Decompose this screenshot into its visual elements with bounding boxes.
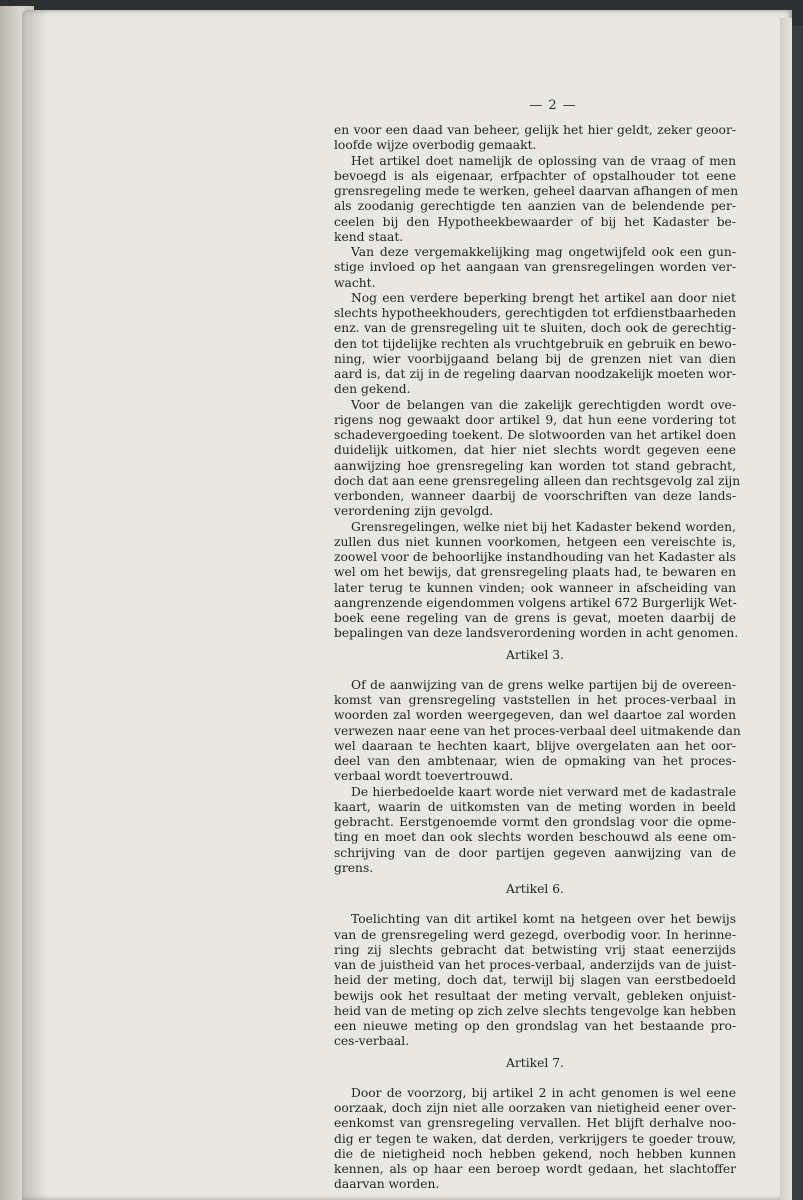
text-line: kennen, als op haar een beroep wordt gedaan, het slachtoffer <box>334 1162 736 1176</box>
paragraph <box>334 245 736 291</box>
text-line: grensregeling mede te werken, geheel daarvan afhangen of men <box>334 184 739 198</box>
text-line: later terug te kunnen vinden; ook wanneer in afscheiding van <box>334 580 736 595</box>
text-line: bepalingen van deze landsverordening worden in acht genomen. <box>334 626 739 641</box>
text-line: den gekend. <box>334 382 411 397</box>
paragraph <box>334 677 741 785</box>
text-line: loofde wijze overbodig gemaakt. <box>334 138 537 153</box>
page-number: — 2 — <box>529 98 577 113</box>
text-line: Door de voorzorg, bij artikel 2 in acht genomen is wel eene <box>351 1085 736 1100</box>
text-line: ces-verbaal. <box>334 1034 410 1049</box>
text-line: stige invloed op het aangaan van grensregelingen worden ver- <box>334 260 736 275</box>
text-line: bewijs ook het resultaat der meting vervalt, gebleken onjuist- <box>334 988 736 1003</box>
page-right-edge <box>780 18 792 1200</box>
text-line: aanwijzing hoe grensregeling kan worden tot stand gebracht, <box>334 458 736 473</box>
text-line: duidelijk uitkomen, dat hier niet slechts wordt gegeven eene <box>334 443 736 458</box>
text-line: rigens nog gewaakt door artikel 9, dat hun eene vordering tot <box>334 412 736 427</box>
text-line: Nog een verdere beperking brengt het artikel aan door niet <box>351 290 736 305</box>
paragraph <box>334 397 741 520</box>
text-line: woorden zal worden weergegeven, dan wel daartoe zal worden <box>334 708 736 723</box>
text-line: wel daaraan te hechten kaart, blijve overgelaten aan het oor- <box>334 738 736 753</box>
article-heading: Artikel 6. <box>506 882 564 896</box>
text-line: zullen dus niet kunnen voorkomen, hetgeen een vereischte is, <box>334 534 736 549</box>
text-line: die de nietigheid noch hebben gekend, noch hebben kunnen <box>334 1146 736 1161</box>
text-line: verordening zijn gevolgd. <box>334 504 494 519</box>
paragraph <box>334 123 736 154</box>
text-line: grens. <box>334 860 374 875</box>
text-line: schrijving van de door partijen gegeven aanwijzing van de <box>334 845 736 860</box>
text-line: dig er tegen te waken, dat derden, verkrijgers te goeder trouw, <box>334 1131 736 1146</box>
text-line: een nieuwe meting op den grondslag van het bestaande pro- <box>334 1019 736 1033</box>
text-line: en voor een daad van beheer, gelijk het hier geldt, zeker geoor- <box>334 123 736 137</box>
text-line: Of de aanwijzing van de grens welke partijen bij de overeen- <box>351 677 736 692</box>
text-line: ning, wier voorbijgaand belang bij de grenzen niet van dien <box>334 351 736 366</box>
paragraph <box>334 912 736 1049</box>
text-line: van de grensregeling werd gezegd, overbodig voor. In herinne- <box>334 927 736 942</box>
paragraph <box>334 153 739 246</box>
text-line: wel om het bewijs, dat grensregeling plaats had, te bewaren en <box>334 565 736 580</box>
article-heading: Artikel 3. <box>506 647 564 662</box>
paragraph <box>334 291 736 398</box>
article-heading: Artikel 7. <box>506 1055 564 1070</box>
text-line: Toelichting van dit artikel komt na hetgeen over het bewijs <box>351 912 736 927</box>
text-line: ceelen bij den Hypotheekbewaarder of bij het Kadaster be- <box>334 214 736 229</box>
text-line: aangrenzende eigendommen volgens artikel 672 Burgerlijk Wet- <box>334 595 737 610</box>
text-line: verbaal wordt toevertrouwd. <box>334 769 514 784</box>
text-line: wacht. <box>334 275 376 290</box>
text-line: verbonden, wanneer daarbij de voorschriften van deze lands- <box>334 489 736 503</box>
paragraph <box>334 785 736 877</box>
text-line: van de juistheid van het proces-verbaal, anderzijds van de juist- <box>334 958 736 972</box>
text-line: kend staat. <box>334 229 404 244</box>
paragraph <box>334 519 739 642</box>
text-line: kaart, waarin de uitkomsten van de meting worden in beeld <box>334 799 736 814</box>
text-line: bevoegd is als eigenaar, erfpachter of opstalhouder tot eene <box>334 168 736 183</box>
text-line: schadevergoeding toekent. De slotwoorden van het artikel doen <box>334 428 736 442</box>
text-line: doch dat aan eene grensregeling alleen dan rechtsgevolg zal zijn <box>334 473 741 488</box>
text-line: heid van de meting op zich zelve slechts tengevolge kan hebben <box>334 1003 736 1018</box>
text-line: Voor de belangen van die zakelijk gerechtigden wordt ove- <box>351 397 736 412</box>
text-line: slechts hypotheekhouders, gerechtigden tot erfdienstbaarheden <box>334 306 736 320</box>
text-line: gebracht. Eerstgenoemde vormt den grondslag voor die opme- <box>334 815 736 829</box>
text-line: eenkomst van grensregeling vervallen. Het blijft derhalve noo- <box>334 1116 736 1131</box>
text-line: als zoodanig gerechtigde ten aanzien van de belendende per- <box>334 199 736 214</box>
text-line: Grensregelingen, welke niet bij het Kadaster bekend worden, <box>351 519 736 534</box>
body-text <box>334 123 741 1193</box>
text-line: daarvan worden. <box>334 1177 440 1192</box>
text-line: verwezen naar eene van het proces-verbaal deel uitmakende dan <box>334 723 741 738</box>
text-line: den tot tijdelijke rechten als vruchtgebruik en gebruik en bewo- <box>334 336 736 351</box>
text-line: komst van grensregeling vaststellen in het proces-verbaal in <box>334 693 736 707</box>
text-line: oorzaak, doch zijn niet alle oorzaken van nietigheid eener over- <box>334 1101 736 1115</box>
text-line: aard is, dat zij in de regeling daarvan noodzakelijk moeten wor- <box>334 367 736 381</box>
paragraph <box>334 1086 736 1193</box>
text-line: De hierbedoelde kaart worde niet verward met de kadastrale <box>351 784 736 799</box>
text-line: ting en moet dan ook slechts worden beschouwd als eene om- <box>334 830 736 845</box>
text-line: Het artikel doet namelijk de oplossing van de vraag of men <box>351 153 736 168</box>
text-line: deel van den ambtenaar, wien de opmaking van het proces- <box>334 754 736 768</box>
page-binding-shadow <box>22 10 48 1200</box>
text-line: zoowel voor de behoorlijke instandhouding van het Kadaster als <box>334 550 736 564</box>
text-line: boek eene regeling van de grens is gevat, moeten daarbij de <box>334 611 736 625</box>
text-line: Van deze vergemakkelijking mag ongetwijfeld ook een gun- <box>351 245 736 259</box>
text-line: ring zij slechts gebracht dat betwisting vrij staat eenerzijds <box>334 942 736 957</box>
text-line: heid der meting, doch dat, terwijl bij slagen van eerstbedoeld <box>334 973 736 988</box>
text-line: enz. van de grensregeling uit te sluiten, doch ook de gerechtig- <box>334 321 736 336</box>
